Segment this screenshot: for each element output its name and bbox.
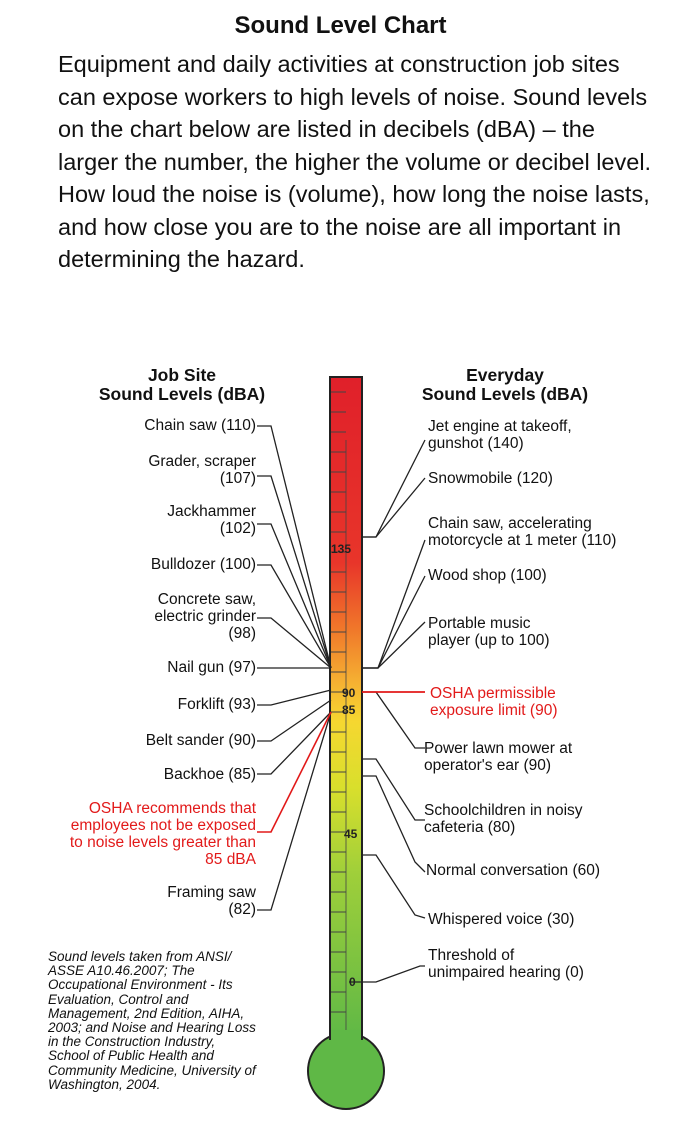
label-line: Nail gun (97): [167, 659, 256, 676]
label-line: cafeteria (80): [424, 819, 516, 836]
left-header-line: Sound Levels (dBA): [98, 384, 266, 404]
source-line: Management, 2nd Edition, AIHA,: [48, 1005, 245, 1021]
scale-label-0: 0: [349, 975, 356, 989]
job-site-leaders: [257, 426, 331, 910]
label-line: Normal conversation (60): [426, 862, 601, 879]
label-line: OSHA permissible: [430, 685, 556, 702]
leader-framing-saw: [257, 712, 331, 910]
leader-backhoe: [257, 712, 331, 774]
label-line: Chain saw (110): [144, 417, 256, 434]
label-line: gunshot (140): [428, 435, 524, 452]
source-line: Washington, 2004.: [48, 1076, 161, 1092]
leader-power-mower: [362, 692, 425, 748]
everyday-whispered-voice: [428, 911, 574, 928]
label-line: Snowmobile (120): [428, 470, 553, 487]
label-line: to noise levels greater than: [69, 834, 256, 851]
job-bulldozer: [151, 556, 256, 573]
job-forklift: [178, 696, 256, 713]
label-line: electric grinder: [154, 608, 256, 625]
label-line: Forklift (93): [177, 696, 256, 713]
leader-normal-conversation: [362, 776, 425, 872]
right-header-line: Sound Levels (dBA): [421, 384, 589, 404]
everyday-normal-conversation: [426, 862, 600, 879]
scale-label-85: 85: [342, 703, 356, 717]
label-line: Power lawn mower at: [424, 740, 573, 757]
source-note: [48, 950, 256, 1092]
job-framing-saw: [167, 884, 256, 918]
everyday-portable-music: [428, 615, 550, 649]
leader-grader: [257, 476, 331, 668]
everyday-threshold-hearing: [428, 947, 584, 981]
everyday-schoolchildren: [424, 802, 583, 836]
label-line: Jet engine at takeoff,: [428, 418, 572, 435]
label-line: Belt sander (90): [145, 732, 256, 749]
source-line: Occupational Environment - Its: [48, 977, 233, 993]
osha-permissible-limit: [430, 685, 558, 719]
label-line: exposure limit (90): [430, 702, 558, 719]
label-line: Backhoe (85): [163, 766, 256, 783]
label-line: OSHA recommends that: [88, 800, 256, 817]
label-line: Framing saw: [167, 884, 256, 901]
scale-label-90: 90: [342, 686, 356, 700]
label-line: 85 dBA: [205, 851, 256, 868]
source-line: 2003; and Noise and Hearing Loss: [48, 1020, 256, 1036]
label-line: Chain saw, accelerating: [428, 515, 592, 532]
everyday-power-lawn-mower: [424, 740, 572, 774]
label-line: operator's ear (90): [424, 757, 552, 774]
job-chain-saw: [144, 417, 256, 434]
label-line: Bulldozer (100): [150, 556, 256, 573]
everyday-wood-shop: [428, 567, 547, 584]
leader-whispered-voice: [362, 855, 425, 918]
leader-jackhammer: [257, 524, 331, 668]
source-line: Community Medicine, University of: [48, 1062, 256, 1078]
label-line: Whispered voice (30): [428, 911, 575, 928]
thermometer-bulb: [308, 1033, 384, 1109]
label-line: Jackhammer: [167, 503, 256, 520]
source-line: in the Construction Industry,: [48, 1034, 216, 1050]
leader-portable-music: [362, 622, 425, 668]
leader-chain-saw-motorcycle: [362, 540, 425, 668]
everyday-chain-saw-motorcycle: [428, 515, 616, 549]
label-line: (98): [228, 625, 256, 642]
label-line: (102): [219, 520, 256, 537]
thermometer-neck: [331, 1030, 361, 1044]
leader-forklift: [257, 690, 331, 705]
job-concrete-saw: [154, 591, 256, 642]
leader-snowmobile: [362, 478, 425, 537]
intro-paragraph: Equipment and daily activities at construction job sites can expose workers to high levels of noise. Sound levels on the chart below are listed in decibels (dBA) – the larger the number, the higher the volume or decibel level. How loud the noise is (volume), how long the noise lasts, and how close you are to the noise are all important in determining the hazard.: [58, 51, 652, 272]
right-header-line: Everyday: [466, 365, 544, 385]
left-header-line: Job Site: [147, 365, 217, 385]
page-title: Sound Level Chart: [234, 12, 447, 39]
source-line: Sound levels taken from ANSI/: [48, 949, 232, 964]
label-line: Schoolchildren in noisy: [424, 802, 583, 819]
job-nail-gun: [167, 659, 256, 676]
label-line: Wood shop (100): [428, 567, 547, 584]
leader-osha-recommends: [257, 712, 331, 832]
label-line: unimpaired hearing (0): [428, 964, 584, 981]
label-line: (82): [228, 901, 256, 918]
source-line: ASSE A10.46.2007; The: [48, 963, 195, 979]
label-line: Concrete saw,: [157, 591, 256, 608]
scale-label-45: 45: [344, 827, 358, 841]
label-line: employees not be exposed: [70, 817, 256, 834]
source-line: School of Public Health and: [48, 1048, 214, 1064]
everyday-jet-engine: [428, 418, 572, 452]
job-backhoe: [164, 766, 256, 783]
label-line: Threshold of: [428, 947, 515, 964]
leader-wood-shop: [362, 576, 425, 668]
label-line: motorcycle at 1 meter (110): [428, 532, 617, 549]
label-line: Portable music: [428, 615, 531, 632]
job-grader-scraper: [148, 453, 256, 487]
source-line: Evaluation, Control and: [48, 991, 189, 1007]
leader-schoolchildren: [362, 759, 425, 820]
job-belt-sander: [146, 732, 256, 749]
everyday-snowmobile: [428, 470, 553, 487]
job-jackhammer: [167, 503, 256, 537]
label-line: player (up to 100): [428, 632, 550, 649]
osha-recommendation-note: [70, 800, 256, 868]
scale-label-135: 135: [331, 542, 352, 556]
label-line: (107): [219, 470, 256, 487]
label-line: Grader, scraper: [148, 453, 256, 470]
